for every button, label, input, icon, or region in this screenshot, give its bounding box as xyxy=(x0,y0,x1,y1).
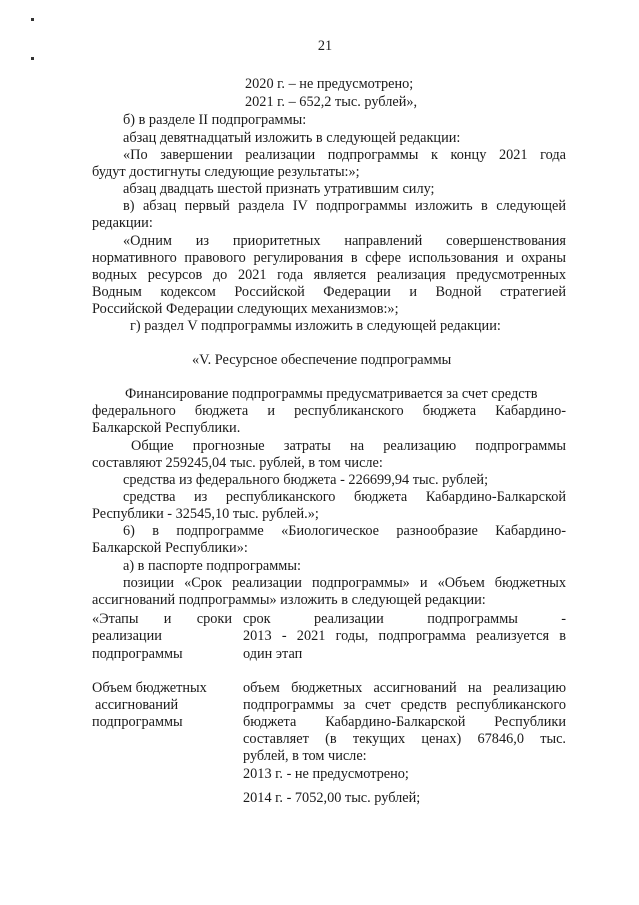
passport-label: реализации xyxy=(92,628,162,644)
text-line: «По завершении реализации подпрограммы к концу 2021 года xyxy=(123,147,566,163)
passport-value: составляет (в текущих ценах) 67846,0 тыс. xyxy=(243,731,566,747)
text-line: в) абзац первый раздела IV подпрограммы изложить в следующей xyxy=(123,198,566,214)
scan-mark xyxy=(31,18,34,21)
passport-label: «Этапы и сроки xyxy=(92,611,232,627)
passport-value: бюджета Кабардино-Балкарской Республики xyxy=(243,714,566,730)
text-line: Общие прогнозные затраты на реализацию подпрограммы xyxy=(131,438,566,454)
text-line: Республики - 32545,10 тыс. рублей.»; xyxy=(92,506,319,522)
text-line: г) раздел V подпрограммы изложить в следующей редакции: xyxy=(130,318,501,334)
passport-value: 2013 г. - не предусмотрено; xyxy=(243,766,409,782)
text-line: Балкарской Республики»: xyxy=(92,540,248,556)
scan-mark xyxy=(31,57,34,60)
text-line: а) в паспорте подпрограммы: xyxy=(123,558,301,574)
text-line: абзац девятнадцатый изложить в следующей редакции: xyxy=(123,130,461,146)
text-line: б) в разделе II подпрограммы: xyxy=(123,112,307,128)
text-line: Балкарской Республики. xyxy=(92,420,241,436)
text-line: будут достигнуты следующие результаты:»; xyxy=(92,164,360,180)
text-line: средства из федерального бюджета - 226699,94 тыс. рублей; xyxy=(123,472,489,488)
text-line: Водным кодексом Российской Федерации и Водной стратегией xyxy=(92,284,566,300)
passport-label: подпрограммы xyxy=(92,646,183,662)
text-line: средства из республиканского бюджета Кабардино-Балкарской xyxy=(123,489,566,505)
text-line: федерального бюджета и республиканского бюджета Кабардино- xyxy=(92,403,566,419)
text-line: 2020 г. – не предусмотрено; xyxy=(245,76,414,92)
text-line: Финансирование подпрограммы предусматривается за счет средств xyxy=(125,386,538,402)
text-line: нормативного правового регулирования в сфере использования и охраны xyxy=(92,250,566,266)
passport-value: рублей, в том числе: xyxy=(243,748,367,764)
text-line: водных ресурсов до 2021 года является реализация предусмотренных xyxy=(92,267,566,283)
text-line: редакции: xyxy=(92,215,153,231)
text-line: абзац двадцать шестой признать утратившим силу; xyxy=(123,181,435,197)
passport-value: подпрограммы за счет средств республиканского xyxy=(243,697,566,713)
passport-value: срок реализации подпрограммы - xyxy=(243,611,566,627)
page-number: 21 xyxy=(317,38,333,54)
text-line: 2021 г. – 652,2 тыс. рублей», xyxy=(245,94,418,110)
passport-label: Объем бюджетных xyxy=(92,680,207,696)
text-line: Российской Федерации следующих механизмов:»; xyxy=(92,301,399,317)
section-heading: «V. Ресурсное обеспечение подпрограммы xyxy=(192,352,452,368)
text-line: позиции «Срок реализации подпрограммы» и «Объем бюджетных xyxy=(123,575,566,591)
text-line: «Одним из приоритетных направлений совершенствования xyxy=(123,233,566,249)
passport-value: один этап xyxy=(243,646,303,662)
passport-value: объем бюджетных ассигнований на реализацию xyxy=(243,680,566,696)
passport-label: подпрограммы xyxy=(92,714,183,730)
text-line: 6) в подпрограмме «Биологическое разнообразие Кабардино- xyxy=(123,523,566,539)
passport-value: 2014 г. - 7052,00 тыс. рублей; xyxy=(243,790,421,806)
text-line: составляют 259245,04 тыс. рублей, в том числе: xyxy=(92,455,383,471)
text-line: ассигнований подпрограммы» изложить в следующей редакции: xyxy=(92,592,486,608)
passport-value: 2013 - 2021 годы, подпрограмма реализуется в xyxy=(243,628,566,644)
passport-label: ассигнований xyxy=(95,697,179,713)
